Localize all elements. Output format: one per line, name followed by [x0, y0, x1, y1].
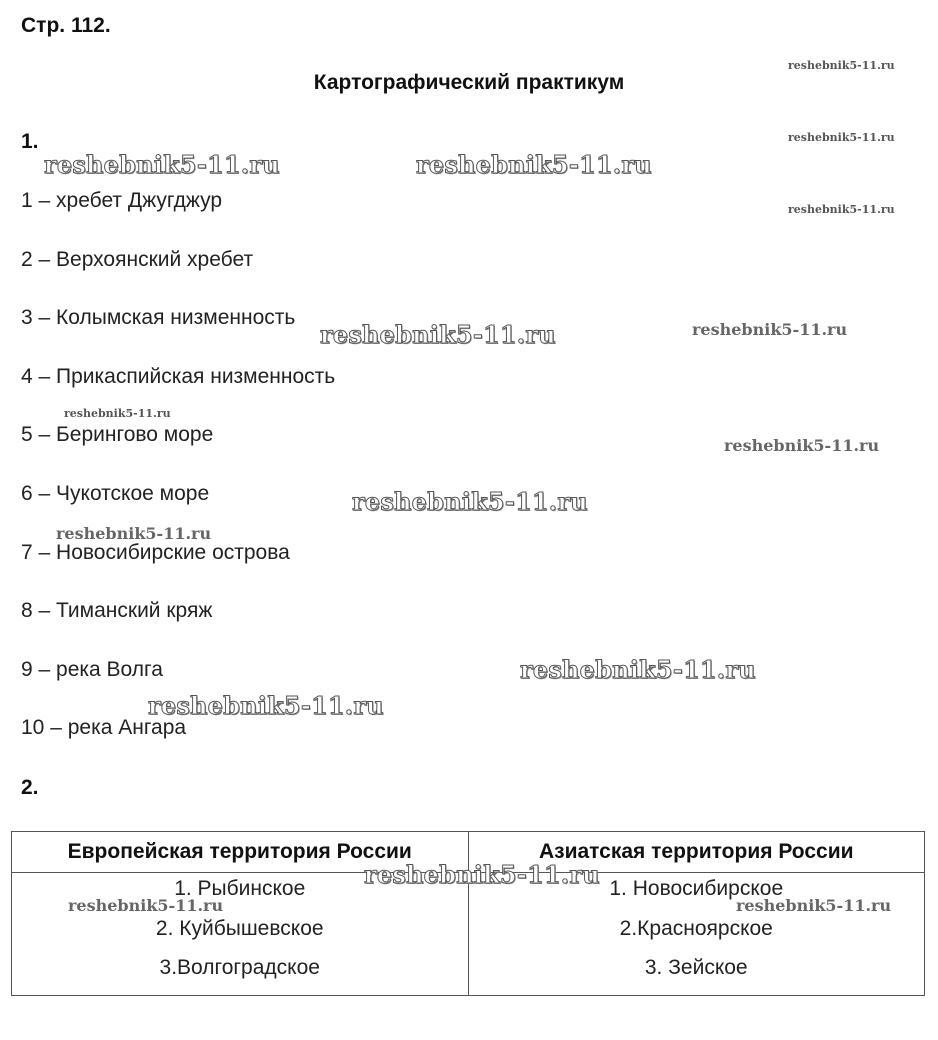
watermark: reshebnik5-11.ru	[148, 691, 384, 720]
asian-reservoir-1: 1. Новосибирское	[609, 877, 784, 900]
watermark: reshebnik5-11.ru	[724, 436, 880, 455]
watermark: reshebnik5-11.ru	[736, 896, 892, 915]
watermark: reshebnik5-11.ru	[44, 150, 280, 179]
watermark: reshebnik5-11.ru	[352, 487, 588, 516]
answer-item-4: 4 – Прикаспийская низменность	[21, 364, 336, 388]
answer-item-10: 10 – река Ангара	[21, 716, 187, 740]
asian-reservoir-2: 2.Красноярское	[619, 916, 773, 940]
cell-asian	[468, 873, 925, 996]
watermark: reshebnik5-11.ru	[64, 407, 171, 420]
answer-item-2: 2 – Верхоянский хребет	[21, 247, 254, 271]
european-reservoir-3: 3.Волгоградское	[159, 956, 320, 979]
watermark: reshebnik5-11.ru	[788, 203, 895, 216]
european-reservoir-1: 1. Рыбинское	[174, 877, 306, 900]
page-number: Стр. 112.	[21, 14, 111, 37]
section-title: Картографический практикум	[313, 71, 625, 94]
task-2-label: 2.	[21, 776, 39, 799]
cell-european	[12, 873, 469, 996]
watermark: reshebnik5-11.ru	[68, 896, 224, 915]
watermark: reshebnik5-11.ru	[788, 131, 895, 144]
answer-item-1: 1 – хребет Джугджур	[21, 189, 223, 212]
answer-list	[21, 188, 335, 774]
answer-item-8: 8 – Тиманский кряж	[21, 599, 213, 623]
watermark: reshebnik5-11.ru	[320, 320, 556, 349]
asian-reservoir-3: 3. Зейское	[644, 956, 748, 979]
answer-item-3: 3 – Колымская низменность	[21, 306, 296, 330]
watermark: reshebnik5-11.ru	[788, 59, 895, 72]
european-reservoir-2: 2. Куйбышевское	[155, 916, 324, 940]
watermark: reshebnik5-11.ru	[56, 524, 212, 543]
answer-item-7: 7 – Новосибирские острова	[21, 540, 290, 564]
watermark: reshebnik5-11.ru	[416, 150, 652, 179]
watermark: reshebnik5-11.ru	[520, 655, 756, 684]
answer-item-9: 9 – река Волга	[21, 657, 163, 681]
answer-item-5: 5 – Берингово море	[21, 423, 214, 447]
answer-item-6: 6 – Чукотское море	[21, 481, 210, 505]
header-european: Европейская территория России	[12, 832, 469, 873]
task-1-label: 1.	[21, 130, 39, 153]
watermark: reshebnik5-11.ru	[364, 860, 600, 889]
table-header-row	[12, 832, 925, 873]
table-row	[12, 873, 925, 996]
watermark: reshebnik5-11.ru	[692, 320, 848, 339]
header-asian: Азиатская территория России	[468, 832, 925, 873]
reservoir-table	[11, 831, 925, 996]
